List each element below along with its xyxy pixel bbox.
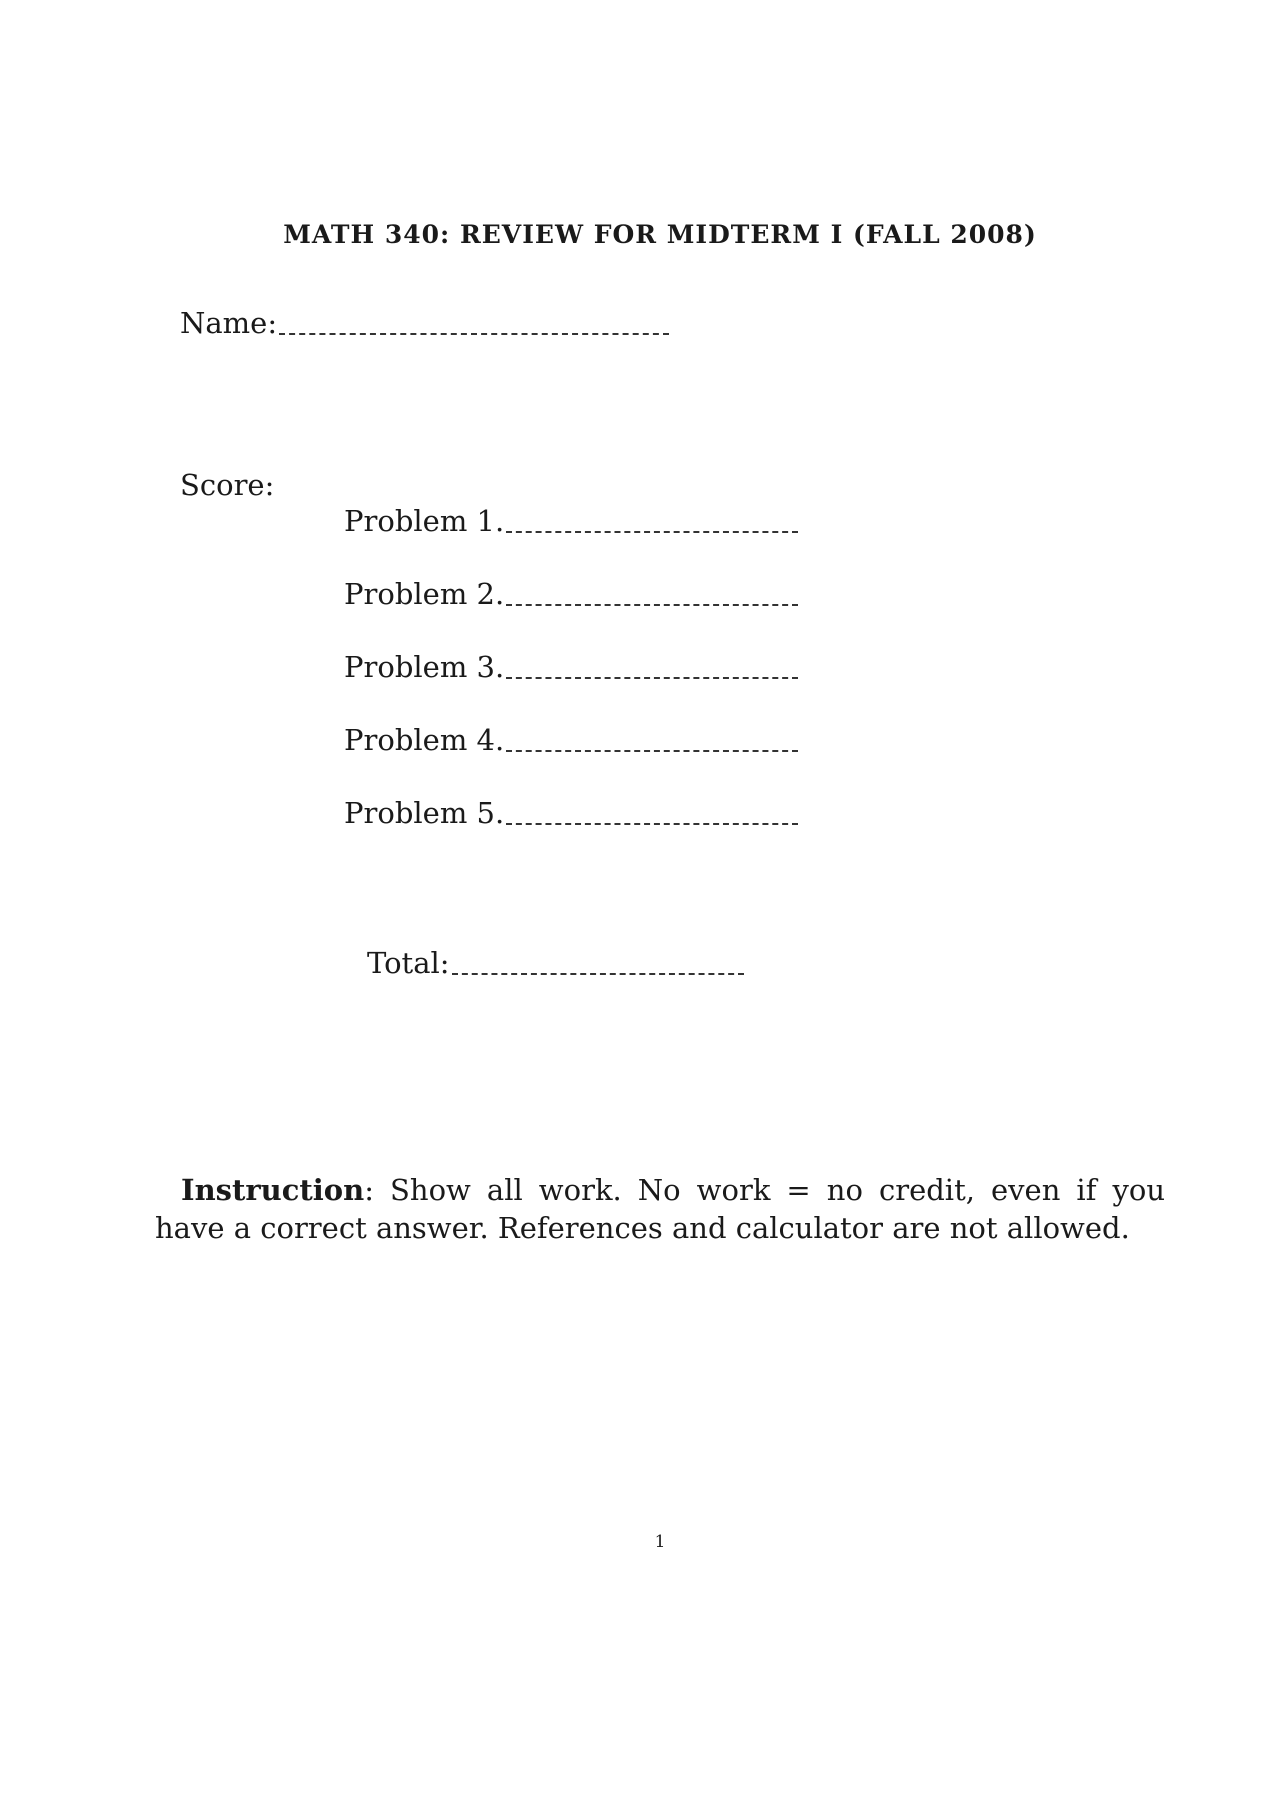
problem-score-row[interactable] xyxy=(344,723,798,796)
problem-score-row[interactable] xyxy=(344,504,798,577)
problem-label: Problem 5. xyxy=(344,796,505,830)
problem-score-blank[interactable] xyxy=(506,819,798,825)
problem-label: Problem 1. xyxy=(344,504,505,538)
page-title: MATH 340: REVIEW FOR MIDTERM I (FALL 2008) xyxy=(283,220,1037,249)
score-label: Score: xyxy=(180,468,275,502)
problem-score-blank[interactable] xyxy=(506,527,798,533)
problem-label: Problem 2. xyxy=(344,577,505,611)
problem-score-list xyxy=(344,504,798,869)
problem-score-blank[interactable] xyxy=(506,673,798,679)
name-blank-line[interactable] xyxy=(279,329,669,335)
instruction-text: : Show all work. No work = no credit, even if you have a correct answer. References and calculator are not allowed. xyxy=(155,1173,1165,1245)
instruction-label: Instruction xyxy=(181,1173,365,1207)
total-field[interactable] xyxy=(367,946,744,980)
problem-score-row[interactable] xyxy=(344,796,798,869)
problem-score-blank[interactable] xyxy=(506,746,798,752)
name-field[interactable] xyxy=(180,306,669,340)
instruction-paragraph xyxy=(155,1171,1165,1247)
name-label: Name: xyxy=(180,306,278,340)
problem-label: Problem 3. xyxy=(344,650,505,684)
page-number: 1 xyxy=(654,1532,666,1552)
total-label: Total: xyxy=(367,946,450,980)
total-blank-line[interactable] xyxy=(452,969,744,975)
problem-score-blank[interactable] xyxy=(506,600,798,606)
problem-score-row[interactable] xyxy=(344,577,798,650)
problem-score-row[interactable] xyxy=(344,650,798,723)
problem-label: Problem 4. xyxy=(344,723,505,757)
